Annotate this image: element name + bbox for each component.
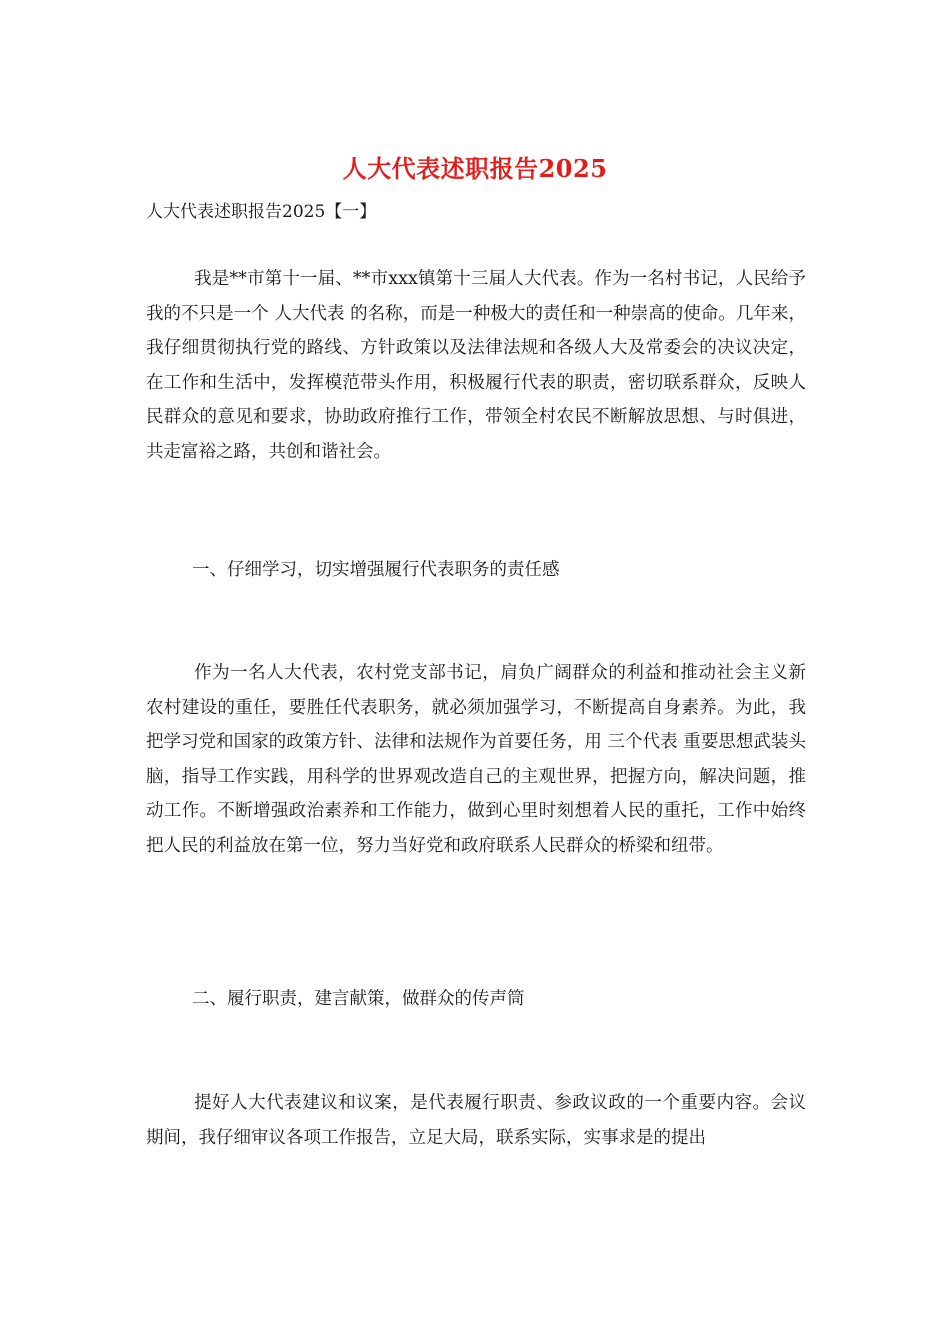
document-title: 人大代表述职报告2025 xyxy=(342,154,608,183)
section-2-paragraph: 提好人大代表建议和议案，是代表履行职责、参政议政的一个重要内容。会议期间，我仔细审议各项工作报告，立足大局，联系实际，实事求是的提出 xyxy=(146,1093,806,1148)
section-2-heading: 二、履行职责，建言献策，做群众的传声筒 xyxy=(192,989,525,1009)
document-subtitle: 人大代表述职报告2025【一】 xyxy=(146,202,377,222)
intro-paragraph: 我是**市第十一届、**市xxx镇第十三届人大代表。作为一名村书记，人民给予我的不只是一个 人大代表 的名称，而是一种极大的责任和一种崇高的使命。几年来，我仔细贯彻执行党的路线、方针政策以及法律法规和各级人大及常委会的决议决定，在工作和生活中，发挥模范带头作用，积极履行代表的职责，密切联系群众，反映人民群众的意见和要求，协助政府推行工作，带领全村农民不断解放思想、与时俱进，共走富裕之路，共创和谐社会。 xyxy=(146,269,806,462)
section-1-paragraph: 作为一名人大代表，农村党支部书记，肩负广阔群众的利益和推动社会主义新农村建设的重任，要胜任代表职务，就必须加强学习，不断提高自身素养。为此，我把学习党和国家的政策方针、法律和法规作为首要任务，用 三个代表 重要思想武装头脑，指导工作实践，用科学的世界观改造自己的主观世界，把握方向，解决问题，推动工作。不断增强政治素养和工作能力，做到心里时刻想着人民的重托，工作中始终把人民的利益放在第一位，努力当好党和政府联系人民群众的桥梁和纽带。 xyxy=(146,663,806,856)
section-1-heading: 一、仔细学习，切实增强履行代表职务的责任感 xyxy=(192,560,560,580)
